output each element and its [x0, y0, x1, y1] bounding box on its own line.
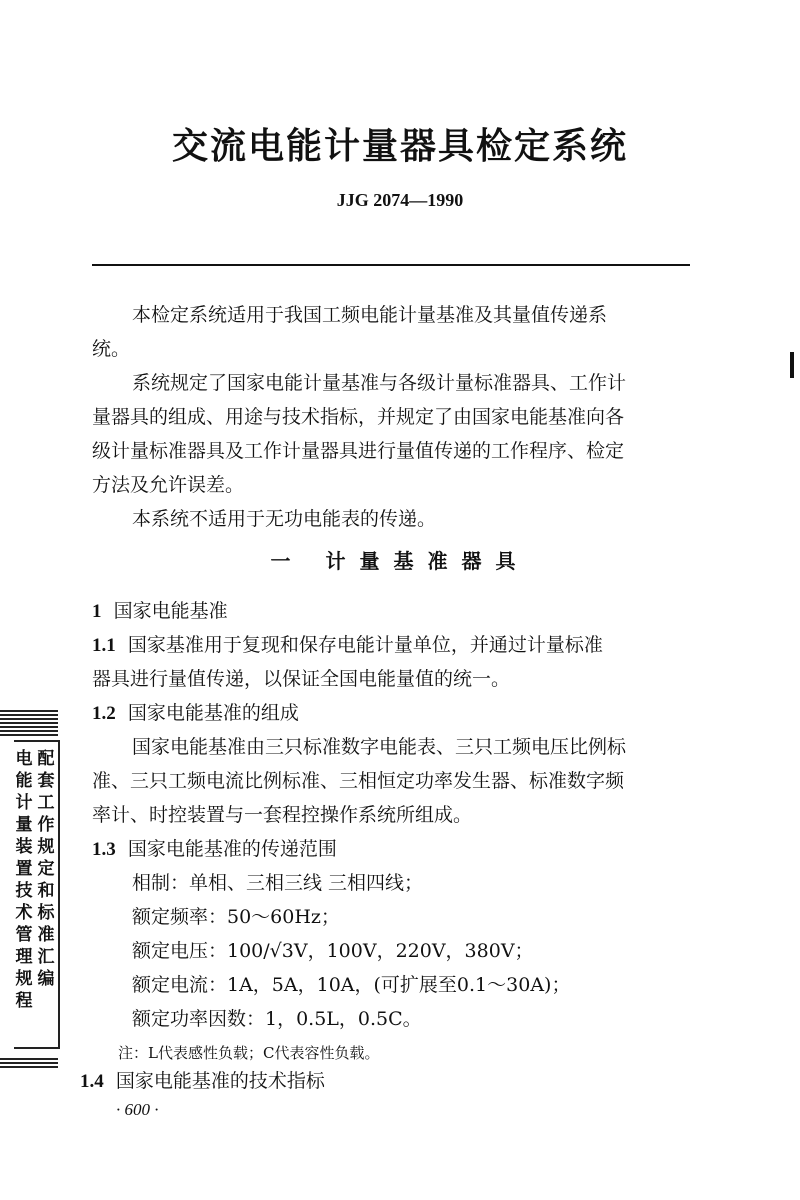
intro-line-5: 级计量标准器具及工作计量器具进行量值传递的工作程序、检定: [92, 440, 625, 462]
clause-1-1: [92, 628, 603, 663]
intro-line-7: 本系统不适用于无功电能表的传递。: [132, 508, 437, 530]
side-tab-hatch-bottom: [0, 1058, 58, 1068]
clause-1-2-body-2: 准、三只工频电流比例标准、三相恒定功率发生器、标准数字频: [92, 770, 625, 792]
clause-1-2-body-3: 率计、时控装置与一套程控操作系统所组成。: [92, 804, 473, 826]
intro-line-6: 方法及允许误差。: [92, 474, 245, 496]
side-tab-col-left: 电能计量装置技术管理规程: [15, 749, 33, 1011]
clause-1-2: [92, 696, 299, 731]
page-number: · 600 ·: [116, 1100, 159, 1119]
range-voltage: 额定电压：100/√3V，100V，220V，380V；: [132, 940, 534, 962]
clause-1-text: 国家电能基准: [113, 600, 228, 622]
clause-1-3-text: 国家电能基准的传递范围: [127, 838, 337, 860]
clause-1-1-cont: 器具进行量值传递，以保证全国电能量值的统一。: [92, 668, 511, 690]
clause-1-3: [92, 832, 337, 867]
side-tab-col-right: 配套工作规定和标准汇编: [37, 749, 55, 989]
range-frequency: 额定频率：50～60Hz；: [132, 906, 340, 928]
intro-line-4: 量器具的组成、用途与技术指标，并规定了由国家电能基准向各: [92, 406, 625, 428]
intro-line-1: 本检定系统适用于我国工频电能计量基准及其量值传递系: [132, 304, 608, 326]
document-title: 交流电能计量器具检定系统: [171, 125, 628, 167]
clause-1-2-number: 1.2: [92, 703, 116, 724]
clause-1-4-text: 国家电能基准的技术指标: [115, 1070, 325, 1092]
intro-line-3: 系统规定了国家电能计量基准与各级计量标准器具、工作计: [132, 372, 627, 394]
load-note: 注：L代表感性负载；C代表容性负载。: [118, 1044, 380, 1062]
clause-1-4-number: 1.4: [80, 1071, 104, 1092]
clause-1-3-number: 1.3: [92, 839, 116, 860]
clause-1: [92, 594, 228, 629]
clause-1-2-body-1: 国家电能基准由三只标准数字电能表、三只工频电压比例标: [132, 736, 627, 758]
range-power-factor: 额定功率因数：1，0.5L，0.5C。: [132, 1008, 422, 1030]
margin-mark: [790, 352, 794, 378]
clause-1-1-text: 国家基准用于复现和保存电能计量单位，并通过计量标准: [127, 634, 603, 656]
range-phase: 相制：单相、三相三线 三相四线；: [132, 872, 424, 894]
intro-line-2: 统。: [92, 338, 131, 360]
side-tab: [14, 740, 60, 1049]
clause-1-2-text: 国家电能基准的组成: [127, 702, 299, 724]
clause-1-1-number: 1.1: [92, 635, 116, 656]
title-rule: [92, 264, 690, 266]
clause-1-number: 1: [92, 601, 102, 622]
side-tab-hatch-top: [0, 710, 58, 738]
standard-code: JJG 2074—1990: [336, 190, 464, 210]
range-current: 额定电流：1A，5A，10A，(可扩展至0.1～30A)；: [132, 974, 571, 996]
section-heading: 一 计量基准器具: [270, 549, 530, 573]
clause-1-4: [80, 1064, 325, 1099]
